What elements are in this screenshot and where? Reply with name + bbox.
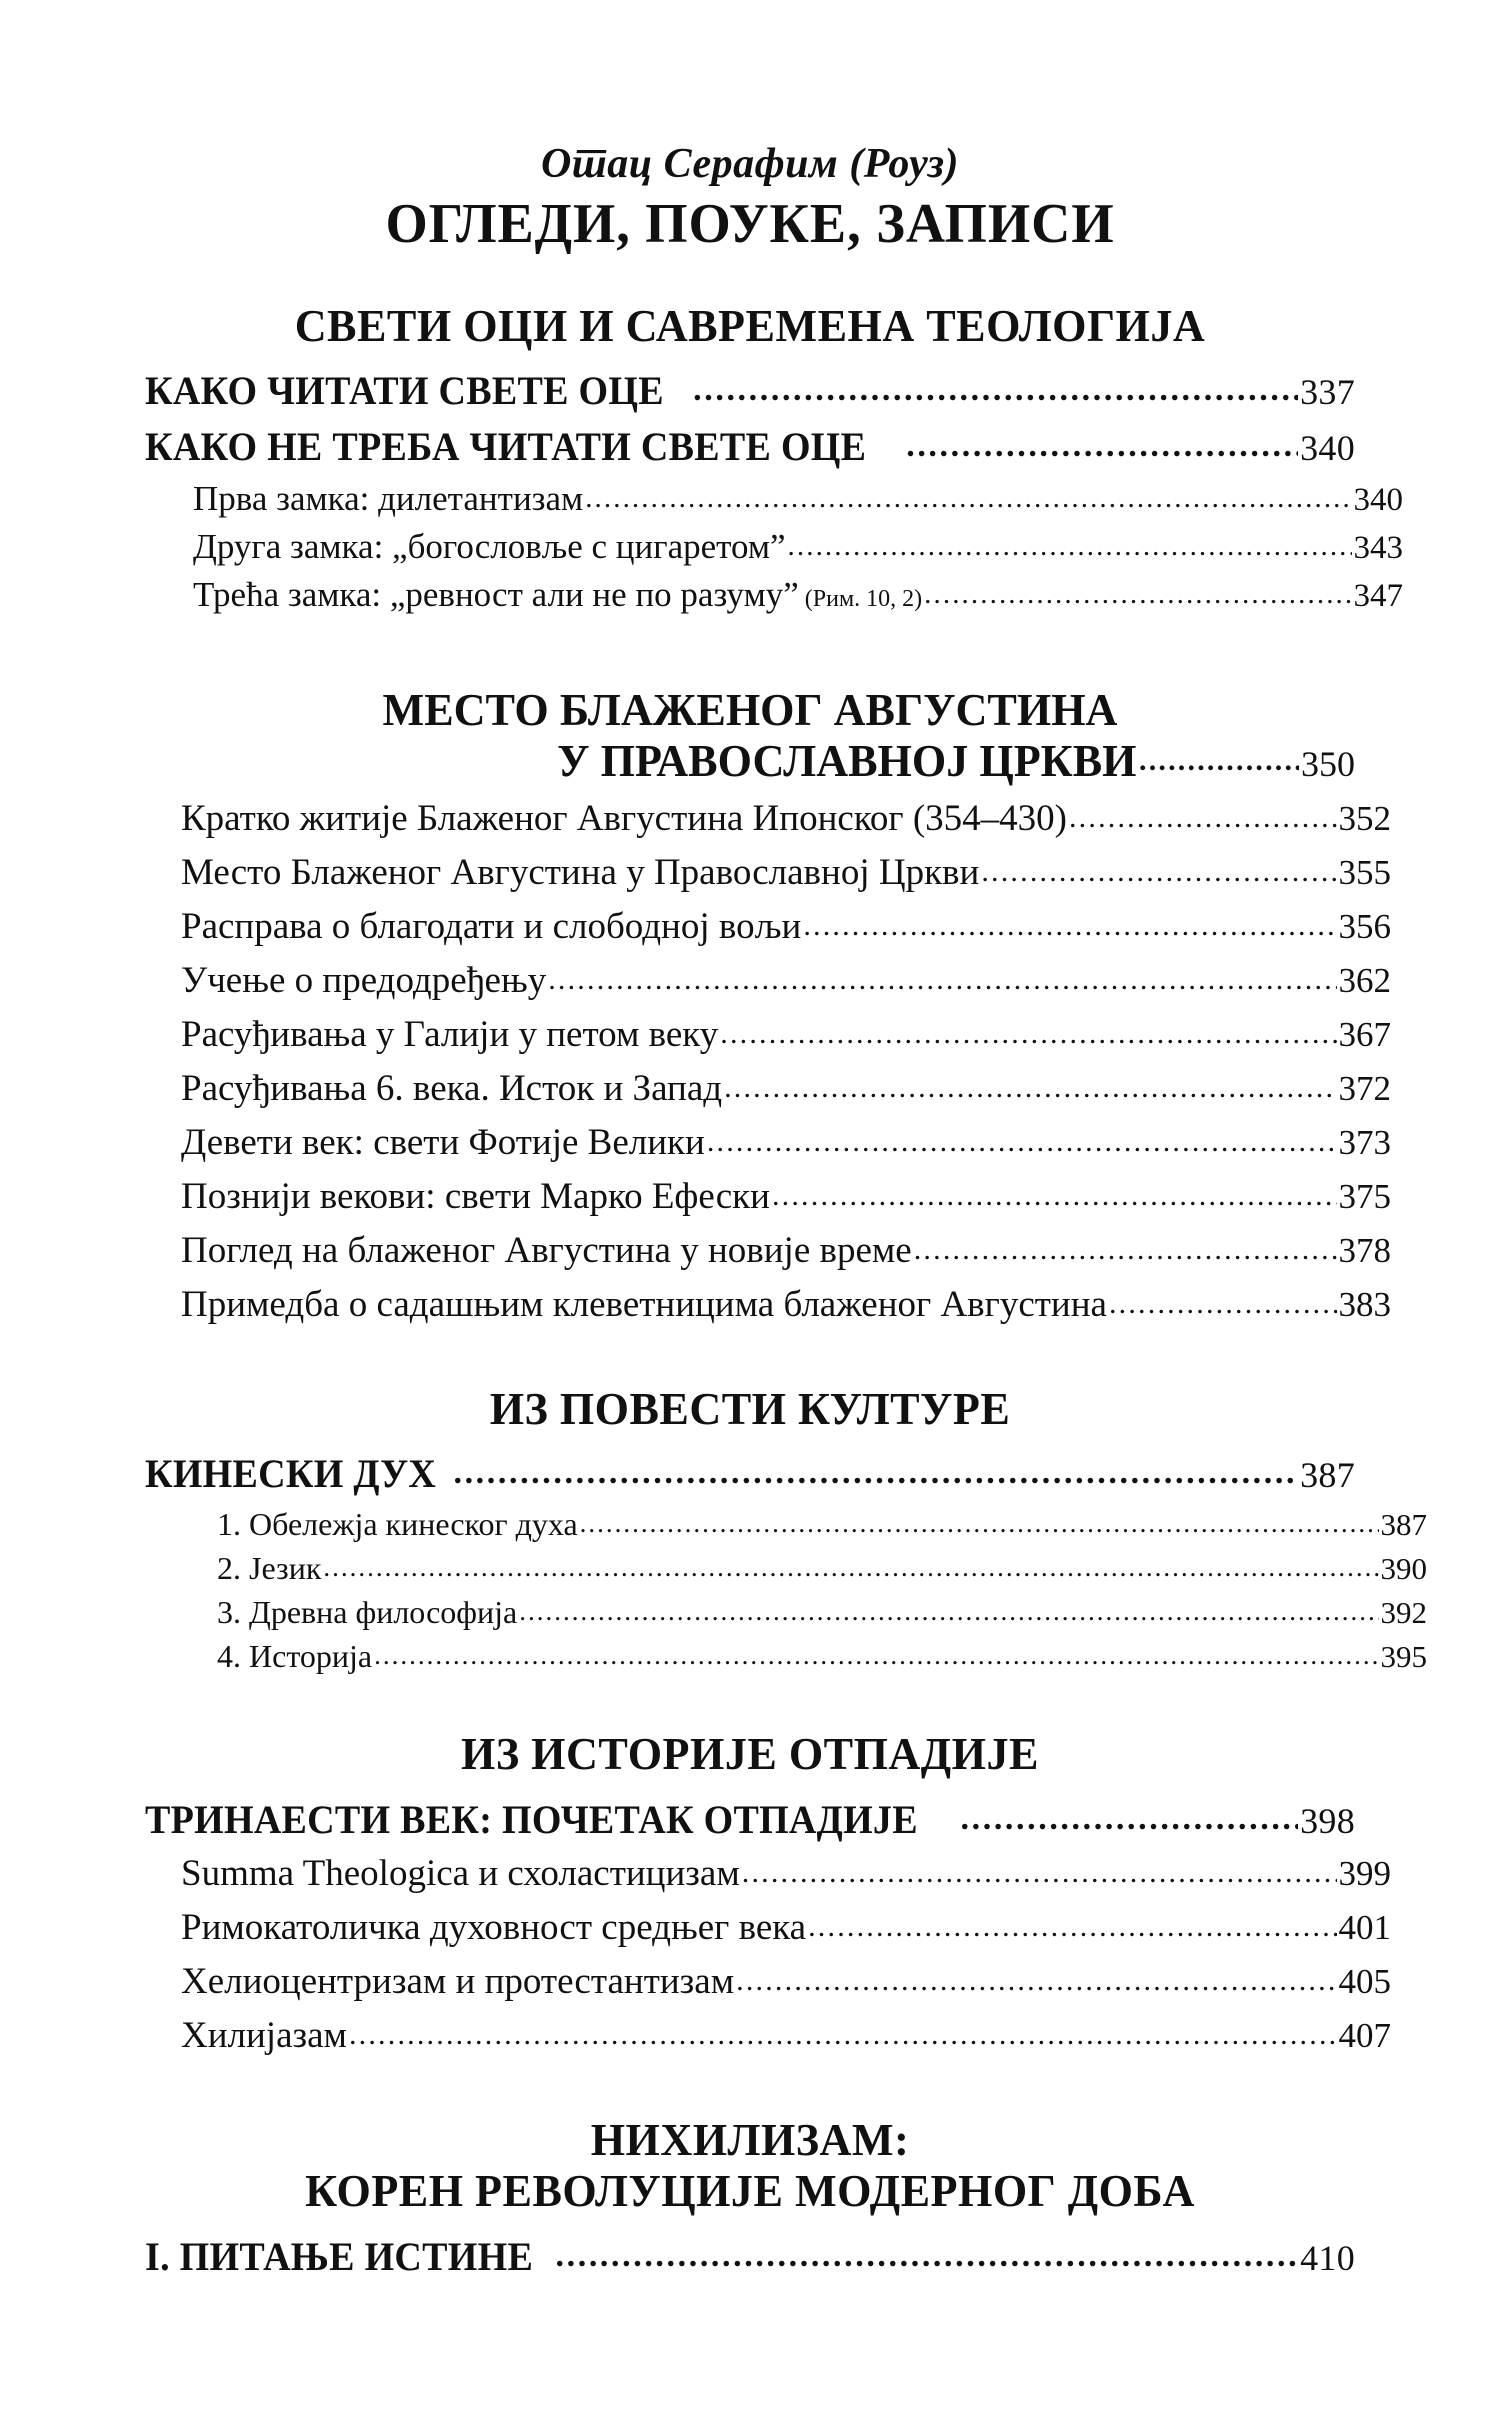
toc-entry-page: 410 [1300, 2237, 1355, 2278]
toc-part-iz-istorije-otpadije [145, 1728, 1391, 2057]
dot-leader [803, 902, 1336, 945]
toc-entry-label: I. ПИТАЊЕ ИСТИНЕ [145, 2233, 534, 2279]
toc-entry-page: 399 [1338, 1853, 1391, 1893]
part-heading [169, 2114, 1331, 2217]
toc-entry[interactable] [145, 367, 1355, 414]
toc-entry-page: 356 [1338, 906, 1391, 946]
toc-entry[interactable] [145, 1121, 1391, 1164]
toc-entry[interactable] [145, 527, 1403, 567]
toc-entry[interactable] [145, 905, 1391, 948]
toc-entry-label: Место Блаженог Августина у Православној Цркви [181, 851, 980, 893]
dot-leader [788, 524, 1352, 564]
toc-entry-page: 367 [1338, 1014, 1391, 1054]
toc-entry-label: КАКО ЧИТАТИ СВЕТЕ ОЦЕ [145, 368, 664, 414]
toc-entry-page: 347 [1353, 578, 1403, 615]
dot-leader [924, 572, 1351, 612]
toc-entry-page: 383 [1338, 1284, 1391, 1324]
toc-entry[interactable] [145, 959, 1391, 1002]
toc-entry[interactable] [145, 1550, 1427, 1587]
toc-entry-page: 340 [1353, 482, 1403, 519]
section-spacer [145, 2068, 1355, 2114]
part-heading: ИЗ ИСТОРИЈЕ ОТПАДИЈЕ [461, 1728, 1039, 1780]
dot-leader [585, 476, 1351, 516]
toc-entry[interactable] [145, 1175, 1391, 1218]
book-title: ОГЛЕДИ, ПОУКЕ, ЗАПИСИ [385, 193, 1115, 256]
part-heading-line-1: МЕСТО БЛАЖЕНОГ АВГУСТИНА [382, 684, 1118, 736]
toc-entry-page: 387 [1300, 1455, 1355, 1496]
toc-entry-page: 355 [1338, 852, 1391, 892]
toc-entry[interactable] [145, 479, 1403, 519]
toc-entry-label: Поглед на блаженог Августина у новије време [181, 1229, 912, 1271]
part-heading-line-2: У ПРАВОСЛАВНОЈ ЦРКВИ [557, 735, 1137, 786]
toc-entry-label: Римокатоличка духовност средњег века [181, 1906, 807, 1948]
toc-entry-page: 378 [1338, 1230, 1391, 1270]
part-heading-page: 350 [1301, 744, 1355, 784]
dot-leader [707, 1118, 1337, 1161]
toc-entry-label: Девети век: свети Фотије Велики [181, 1121, 705, 1163]
toc-entry-label: 4. Историја [217, 1638, 373, 1675]
toc-entry-label: Учење о предодређењу [181, 959, 547, 1001]
section-spacer [145, 623, 1355, 685]
part-heading: СВЕТИ ОЦИ И САВРЕМЕНА ТЕОЛОГИЈА [294, 299, 1206, 351]
dot-leader [580, 1503, 1379, 1540]
dot-leader [519, 1591, 1378, 1628]
toc-entry-label: Расуђивања у Галији у петом веку [181, 1013, 719, 1055]
toc-entry-page: 375 [1338, 1176, 1391, 1216]
toc-entry-label: 1. Обележја кинеског духа [217, 1506, 578, 1543]
dot-leader [736, 1957, 1336, 2000]
toc-entry[interactable] [145, 1283, 1391, 1326]
toc-part-iz-povesti-kulture [145, 1382, 1427, 1676]
dot-leader [906, 419, 1298, 466]
toc-entry-page: 392 [1380, 1595, 1427, 1631]
toc-entry-page: 395 [1380, 1639, 1427, 1675]
toc-entry-label: Примедба о садашњим клеветницима блаженог Августина [181, 1283, 1107, 1325]
dot-leader [724, 1064, 1336, 1107]
toc-entry-page: 373 [1338, 1122, 1391, 1162]
part-heading[interactable] [145, 685, 1355, 786]
toc-entry[interactable] [145, 1450, 1355, 1497]
toc-entry-scripture-reference: (Рим. 10, 2) [804, 586, 923, 613]
toc-entry[interactable] [145, 1960, 1391, 2003]
dot-leader [1139, 730, 1299, 781]
toc-entry-page: 407 [1338, 2015, 1391, 2055]
dot-leader [1109, 1280, 1337, 1323]
toc-entry[interactable] [145, 2014, 1391, 2057]
toc-entry-label: Хилијазам [181, 2014, 347, 2056]
dot-leader [720, 1010, 1336, 1053]
dot-leader [374, 1635, 1378, 1672]
book-title-block [145, 140, 1355, 256]
toc-entry[interactable] [145, 1013, 1391, 1056]
toc-entry[interactable] [145, 797, 1391, 840]
toc-entry-page: 387 [1380, 1507, 1427, 1543]
dot-leader [556, 2229, 1299, 2276]
toc-entry[interactable] [145, 1067, 1391, 1110]
author-name: Отац Серафим (Роуз) [540, 141, 960, 187]
section-spacer [145, 1682, 1355, 1728]
toc-entry[interactable] [145, 851, 1391, 894]
toc-entry-page: 401 [1338, 1907, 1391, 1947]
toc-entry-page: 390 [1380, 1551, 1427, 1587]
toc-entry[interactable] [145, 423, 1355, 470]
toc-entry[interactable] [145, 1852, 1391, 1895]
dot-leader [772, 1172, 1337, 1215]
toc-entry-label: Кратко житије Блаженог Августина Ипонског (354–430) [181, 797, 1067, 839]
toc-entry-page: 398 [1300, 1800, 1355, 1841]
toc-entry-page: 405 [1338, 1961, 1391, 2001]
dot-leader [548, 956, 1336, 999]
toc-entry-label: Познији векови: свети Марко Ефески [181, 1175, 770, 1217]
toc-entry[interactable] [145, 2233, 1355, 2280]
dot-leader [1069, 794, 1337, 837]
toc-entry-label: Прва замка: дилетантизам [193, 479, 584, 519]
toc-entry-label: Трећа замка: „ревност али не по разуму” [193, 575, 799, 615]
dot-leader [981, 848, 1336, 891]
toc-entry-label: Summa Theologica и схоластицизам [181, 1852, 740, 1894]
toc-entry[interactable] [145, 1506, 1427, 1543]
toc-entry-page: 337 [1300, 372, 1355, 413]
toc-entry-page: 340 [1300, 428, 1355, 469]
toc-entry-page: 362 [1338, 960, 1391, 1000]
toc-part-sveti-oci [145, 299, 1403, 616]
toc-entry-label: ТРИНАЕСТИ ВЕК: ПОЧЕТАК ОТПАДИЈЕ [145, 1796, 918, 1842]
toc-entry-page: 352 [1338, 798, 1391, 838]
part-heading-line-2: КОРЕН РЕВОЛУЦИЈЕ МОДЕРНОГ ДОБА [305, 2165, 1195, 2217]
section-spacer [145, 1337, 1355, 1383]
toc-entry-label: 3. Древна философија [217, 1594, 518, 1631]
toc-entry[interactable] [145, 1638, 1427, 1675]
dot-leader [323, 1547, 1378, 1584]
toc-entry-label: Расправа о благодати и слободној вољи [181, 905, 802, 947]
toc-entry[interactable] [145, 575, 1403, 615]
toc-part-blazeni-avgustin [145, 684, 1391, 1325]
part-heading-line-1: НИХИЛИЗАМ: [590, 2113, 910, 2165]
toc-entry-label: Хелиоцентризам и протестантизам [181, 1960, 735, 2002]
toc-entry-label: КИНЕСКИ ДУХ [145, 1451, 437, 1497]
dot-leader [693, 363, 1298, 410]
toc-part-nihilizam [145, 2114, 1355, 2280]
dot-leader [961, 1792, 1299, 1839]
toc-entry[interactable] [145, 1906, 1391, 1949]
dot-leader [808, 1903, 1336, 1946]
toc-entry-label: КАКО НЕ ТРЕБА ЧИТАТИ СВЕТЕ ОЦЕ [145, 424, 867, 470]
toc-entry-page: 343 [1353, 530, 1403, 567]
toc-entry-page: 372 [1338, 1068, 1391, 1108]
dot-leader [742, 1849, 1337, 1892]
toc-entry[interactable] [145, 1796, 1355, 1843]
toc-entry-label: 2. Језик [217, 1550, 322, 1587]
dot-leader [453, 1446, 1298, 1493]
toc-entry[interactable] [145, 1594, 1427, 1631]
part-heading: ИЗ ПОВЕСТИ КУЛТУРЕ [489, 1382, 1011, 1434]
toc-entry-label: Расуђивања 6. века. Исток и Запад [181, 1067, 723, 1109]
toc-entry-label: Друга замка: „богословље с цигаретом” [193, 527, 786, 567]
dot-leader [914, 1226, 1337, 1269]
toc-entry[interactable] [145, 1229, 1391, 1272]
dot-leader [349, 2011, 1337, 2054]
